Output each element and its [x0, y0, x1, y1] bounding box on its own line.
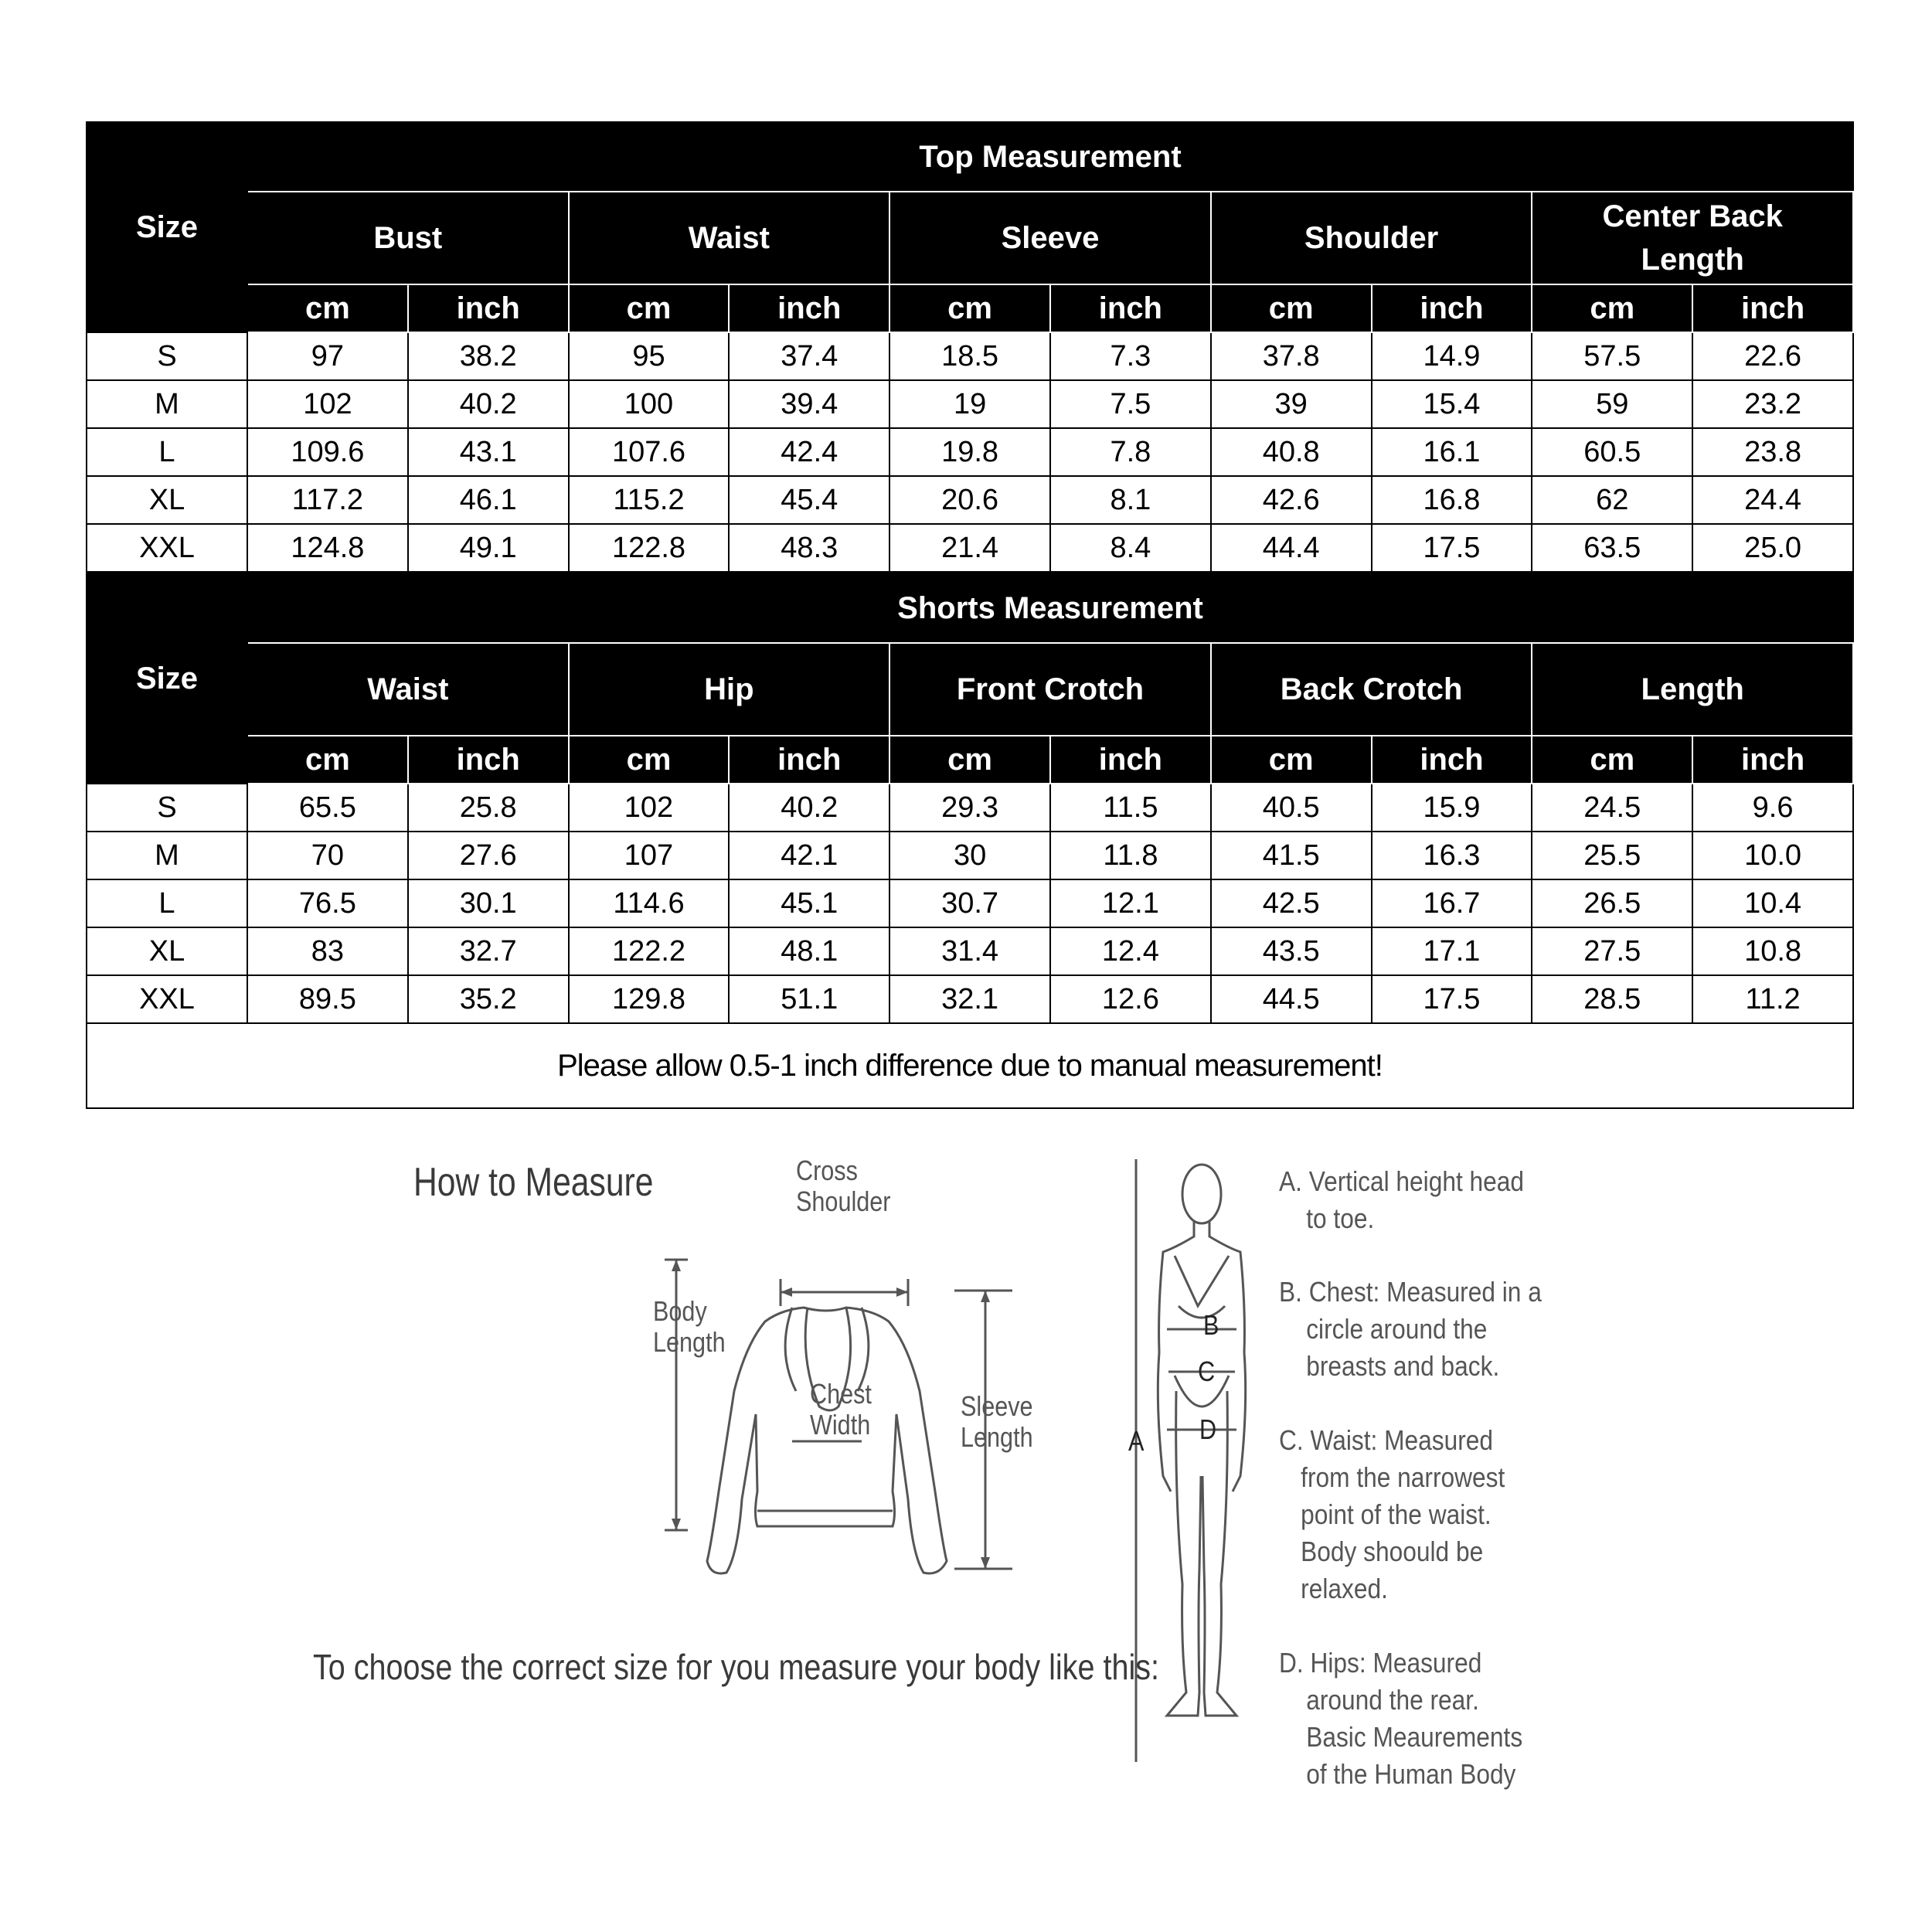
size-cell: M — [87, 380, 247, 428]
size-cell: S — [87, 332, 247, 380]
measurement-cell: 43.5 — [1211, 927, 1372, 975]
measurement-cell: 7.8 — [1050, 428, 1211, 476]
description-line: breasts and back. — [1306, 1350, 1500, 1382]
measurement-cell: 19.8 — [889, 428, 1050, 476]
unit-header: cm — [569, 284, 730, 332]
measurement-note: Please allow 0.5-1 inch difference due to manual measurement! — [86, 1024, 1854, 1109]
label-line: Cross — [796, 1155, 858, 1186]
measurement-cell: 32.1 — [889, 975, 1050, 1023]
unit-header: cm — [1532, 736, 1692, 784]
unit-header: cm — [247, 736, 408, 784]
measurement-cell: 11.5 — [1050, 784, 1211, 832]
measurement-cell: 16.3 — [1372, 832, 1532, 879]
measurement-cell: 30.7 — [889, 879, 1050, 927]
table-row — [87, 524, 1853, 572]
group-header: Hip — [569, 643, 890, 736]
measurement-cell: 15.4 — [1372, 380, 1532, 428]
measurement-cell: 59 — [1532, 380, 1692, 428]
measurement-cell: 76.5 — [247, 879, 408, 927]
shorts-measurement-title: Shorts Measurement — [247, 573, 1853, 643]
sleeve-length-label — [961, 1391, 1033, 1453]
measurement-cell: 100 — [569, 380, 730, 428]
unit-header: inch — [1372, 284, 1532, 332]
measurement-cell: 17.5 — [1372, 524, 1532, 572]
measurement-cell: 129.8 — [569, 975, 730, 1023]
description-line: A. Vertical height head — [1279, 1165, 1525, 1197]
size-cell: M — [87, 832, 247, 879]
measurement-cell: 17.5 — [1372, 975, 1532, 1023]
group-header: Bust — [247, 192, 569, 284]
measurement-cell: 16.1 — [1372, 428, 1532, 476]
unit-row — [87, 284, 1853, 332]
table-row — [87, 927, 1853, 975]
table-row — [87, 879, 1853, 927]
measurement-cell: 18.5 — [889, 332, 1050, 380]
measurement-cell: 25.8 — [408, 784, 569, 832]
size-cell: S — [87, 784, 247, 832]
measurement-cell: 40.5 — [1211, 784, 1372, 832]
measurement-cell: 109.6 — [247, 428, 408, 476]
how-to-measure-title: How to Measure — [413, 1160, 654, 1205]
measurement-cell: 30 — [889, 832, 1050, 879]
table-row — [87, 428, 1853, 476]
description-line: B. Chest: Measured in a — [1279, 1276, 1542, 1308]
measurement-cell: 48.1 — [729, 927, 889, 975]
unit-header: cm — [569, 736, 730, 784]
measurement-cell: 22.6 — [1692, 332, 1853, 380]
group-header: Shoulder — [1211, 192, 1532, 284]
unit-header: cm — [1211, 736, 1372, 784]
measurement-cell: 12.1 — [1050, 879, 1211, 927]
cross-shoulder-label — [796, 1155, 890, 1217]
body-length-label — [653, 1296, 726, 1358]
group-header: Front Crotch — [889, 643, 1211, 736]
label-line: Chest — [810, 1378, 872, 1410]
measurement-cell: 23.2 — [1692, 380, 1853, 428]
description-line: around the rear. — [1306, 1684, 1479, 1716]
unit-header: cm — [889, 736, 1050, 784]
table-row — [87, 784, 1853, 832]
measurement-cell: 42.6 — [1211, 476, 1372, 524]
size-header: Size — [87, 122, 247, 332]
label-line: Length — [653, 1326, 726, 1358]
unit-header: cm — [1211, 284, 1372, 332]
measurement-cell: 107.6 — [569, 428, 730, 476]
how-to-measure-subtitle: To choose the correct size for you measure your body like this: — [313, 1647, 1160, 1687]
measurement-cell: 89.5 — [247, 975, 408, 1023]
measurement-cell: 42.1 — [729, 832, 889, 879]
table-row — [87, 832, 1853, 879]
description-line: point of the waist. — [1301, 1498, 1492, 1530]
measurement-cell: 43.1 — [408, 428, 569, 476]
description-a — [1279, 1163, 1524, 1237]
group-header: Center Back Length — [1532, 192, 1853, 284]
measurement-cell: 25.0 — [1692, 524, 1853, 572]
size-cell: XL — [87, 927, 247, 975]
measurement-cell: 45.1 — [729, 879, 889, 927]
description-line: relaxed. — [1301, 1573, 1388, 1604]
description-line: Body shoould be — [1301, 1536, 1484, 1567]
measurement-cell: 29.3 — [889, 784, 1050, 832]
measurement-cell: 16.8 — [1372, 476, 1532, 524]
measurement-cell: 31.4 — [889, 927, 1050, 975]
unit-header: cm — [889, 284, 1050, 332]
marker-d: D — [1199, 1413, 1217, 1445]
measurement-cell: 21.4 — [889, 524, 1050, 572]
measurement-cell: 63.5 — [1532, 524, 1692, 572]
measurement-cell: 97 — [247, 332, 408, 380]
measurement-cell: 27.6 — [408, 832, 569, 879]
measurement-cell: 102 — [569, 784, 730, 832]
measurement-cell: 10.8 — [1692, 927, 1853, 975]
unit-header: cm — [247, 284, 408, 332]
description-line: from the narrowest — [1301, 1461, 1505, 1493]
measurement-cell: 40.2 — [729, 784, 889, 832]
measurement-cell: 26.5 — [1532, 879, 1692, 927]
measurement-cell: 70 — [247, 832, 408, 879]
measurement-cell: 117.2 — [247, 476, 408, 524]
group-header: Length — [1532, 643, 1853, 736]
table-row — [87, 476, 1853, 524]
measurement-cell: 23.8 — [1692, 428, 1853, 476]
table-row — [87, 975, 1853, 1023]
group-header: Sleeve — [889, 192, 1211, 284]
measurement-cell: 17.1 — [1372, 927, 1532, 975]
measurement-cell: 38.2 — [408, 332, 569, 380]
description-line: D. Hips: Measured — [1279, 1647, 1482, 1679]
top-measurement-table — [86, 121, 1854, 573]
measurement-cell: 30.1 — [408, 879, 569, 927]
measurement-cell: 122.8 — [569, 524, 730, 572]
measurement-cell: 12.4 — [1050, 927, 1211, 975]
measurement-cell: 83 — [247, 927, 408, 975]
label-line: Width — [810, 1409, 871, 1440]
measurement-cell: 122.2 — [569, 927, 730, 975]
unit-header: cm — [1532, 284, 1692, 332]
measurement-cell: 115.2 — [569, 476, 730, 524]
measurement-cell: 39.4 — [729, 380, 889, 428]
measurement-cell: 60.5 — [1532, 428, 1692, 476]
measurement-cell: 48.3 — [729, 524, 889, 572]
measurement-cell: 107 — [569, 832, 730, 879]
measurement-cell: 8.1 — [1050, 476, 1211, 524]
description-line: C. Waist: Measured — [1279, 1424, 1493, 1456]
shorts-measurement-table — [86, 573, 1854, 1024]
description-c — [1279, 1422, 1505, 1607]
measurement-cell: 49.1 — [408, 524, 569, 572]
description-line: Basic Meaurements — [1306, 1721, 1523, 1753]
label-line: Body — [653, 1295, 707, 1327]
measurement-cell: 35.2 — [408, 975, 569, 1023]
table-row — [87, 332, 1853, 380]
measurement-cell: 51.1 — [729, 975, 889, 1023]
measurement-cell: 28.5 — [1532, 975, 1692, 1023]
measurement-cell: 62 — [1532, 476, 1692, 524]
marker-a: A — [1128, 1425, 1145, 1457]
size-cell: XXL — [87, 524, 247, 572]
unit-header: inch — [729, 736, 889, 784]
measurement-cell: 44.4 — [1211, 524, 1372, 572]
description-b — [1279, 1274, 1542, 1385]
measurement-cell: 24.5 — [1532, 784, 1692, 832]
group-header: Waist — [569, 192, 890, 284]
unit-header: inch — [1692, 284, 1853, 332]
size-cell: L — [87, 428, 247, 476]
measurement-cell: 19 — [889, 380, 1050, 428]
measurement-cell: 44.5 — [1211, 975, 1372, 1023]
measurement-cell: 7.3 — [1050, 332, 1211, 380]
measurement-cell: 46.1 — [408, 476, 569, 524]
measurement-cell: 114.6 — [569, 879, 730, 927]
description-d — [1279, 1645, 1522, 1793]
marker-b: B — [1203, 1309, 1219, 1341]
size-header: Size — [87, 573, 247, 784]
group-header: Waist — [247, 643, 569, 736]
marker-c: C — [1198, 1355, 1216, 1387]
group-header: Back Crotch — [1211, 643, 1532, 736]
measurement-cell: 40.2 — [408, 380, 569, 428]
body-figure-diagram — [1121, 1151, 1260, 1770]
measurement-cell: 57.5 — [1532, 332, 1692, 380]
measurement-cell: 10.4 — [1692, 879, 1853, 927]
measurement-cell: 15.9 — [1372, 784, 1532, 832]
measurement-cell: 102 — [247, 380, 408, 428]
measurement-cell: 24.4 — [1692, 476, 1853, 524]
measurement-cell: 39 — [1211, 380, 1372, 428]
unit-row — [87, 736, 1853, 784]
unit-header: inch — [1372, 736, 1532, 784]
unit-header: inch — [1692, 736, 1853, 784]
measurement-cell: 27.5 — [1532, 927, 1692, 975]
measurement-cell: 37.4 — [729, 332, 889, 380]
size-cell: XL — [87, 476, 247, 524]
description-line: of the Human Body — [1306, 1758, 1516, 1790]
measurement-cell: 14.9 — [1372, 332, 1532, 380]
description-line: circle around the — [1306, 1313, 1488, 1345]
measurement-cell: 20.6 — [889, 476, 1050, 524]
measurement-cell: 45.4 — [729, 476, 889, 524]
table-row — [87, 380, 1853, 428]
size-cell: L — [87, 879, 247, 927]
measurement-cell: 11.8 — [1050, 832, 1211, 879]
measurement-cell: 42.4 — [729, 428, 889, 476]
measurement-cell: 40.8 — [1211, 428, 1372, 476]
unit-header: inch — [1050, 284, 1211, 332]
label-line: Sleeve — [961, 1390, 1033, 1422]
measurement-cell: 37.8 — [1211, 332, 1372, 380]
measurement-cell: 25.5 — [1532, 832, 1692, 879]
measurement-cell: 12.6 — [1050, 975, 1211, 1023]
measurement-cell: 41.5 — [1211, 832, 1372, 879]
measurement-cell: 32.7 — [408, 927, 569, 975]
measurement-cell: 124.8 — [247, 524, 408, 572]
description-line: to toe. — [1306, 1202, 1375, 1234]
measurement-cell: 95 — [569, 332, 730, 380]
measurement-cell: 16.7 — [1372, 879, 1532, 927]
unit-header: inch — [408, 284, 569, 332]
size-chart — [86, 121, 1854, 1100]
measurement-cell: 8.4 — [1050, 524, 1211, 572]
measurement-cell: 10.0 — [1692, 832, 1853, 879]
measurement-cell: 65.5 — [247, 784, 408, 832]
label-line: Shoulder — [796, 1185, 891, 1217]
top-measurement-title: Top Measurement — [247, 122, 1853, 192]
measurement-cell: 11.2 — [1692, 975, 1853, 1023]
measurement-cell: 7.5 — [1050, 380, 1211, 428]
measurement-cell: 9.6 — [1692, 784, 1853, 832]
unit-header: inch — [1050, 736, 1211, 784]
unit-header: inch — [729, 284, 889, 332]
chest-width-label — [810, 1379, 872, 1440]
label-line: Length — [961, 1421, 1033, 1453]
unit-header: inch — [408, 736, 569, 784]
size-cell: XXL — [87, 975, 247, 1023]
measurement-cell: 42.5 — [1211, 879, 1372, 927]
